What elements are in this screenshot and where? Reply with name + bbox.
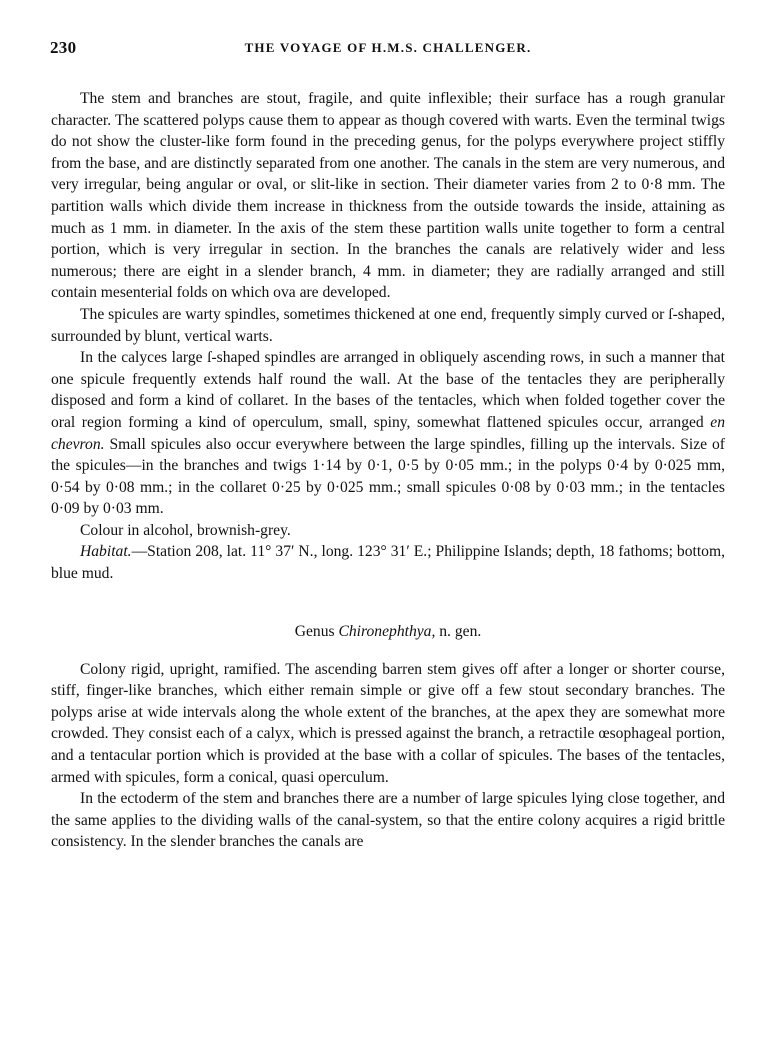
calyces-text-before: In the calyces large ſ-shaped spindles are arranged in obliquely ascending rows, in such a manner that one spicule frequently extends half round the wall. At the base of the tentacles they are peripherally disposed and form a kind of collaret. In the bases of the tentacles, which when folded together cover the oral region forming a kind of operculum, small, spiny, somewhat flattened spicules occur, arranged [51, 349, 725, 431]
genus-heading-prefix: Genus [294, 622, 339, 640]
paragraph-colony-description: Colony rigid, upright, ramified. The ascending barren stem gives off after a longer or shorter course, stiff, finger-like branches, which either remain simple or give off a few stout secondary branches. The polyps arise at wide intervals along the whole extent of the branches, at the apex they are somewhat more crowded. They consist each of a calyx, which is pressed against the branch, a retractile œsophageal portion, and a tentacular portion which is provided at the base with a collar of spicules. The bases of the tentacles, armed with spicules, form a conical, quasi operculum. [51, 660, 725, 786]
section-spacer [51, 585, 725, 613]
paragraph-colour: Colour in alcohol, brownish-grey. [80, 521, 291, 539]
habitat-label: Habitat. [80, 543, 132, 561]
paragraph-spicules: The spicules are warty spindles, sometimes thickened at one end, frequently simply curved or ſ-shaped, surrounded by blunt, vertical warts. [51, 305, 725, 345]
paragraph-habitat [51, 541, 725, 584]
page-number: 230 [50, 38, 77, 57]
genus-name: Chironephthya, [338, 622, 436, 640]
running-title: THE VOYAGE OF H.M.S. CHALLENGER. [244, 40, 532, 55]
calyces-italic-term: en chevron. [51, 413, 725, 453]
paragraph-calyces [51, 347, 725, 520]
paragraph-ectoderm: In the ectoderm of the stem and branches there are a number of large spicules lying close together, and the same applies to the dividing walls of the canal-system, so that the entire colony acquires a rigid brittle consistency. In the slender branches the canals are [51, 790, 725, 851]
calyces-text-after: Small spicules also occur everywhere between the large spindles, filling up the intervals. Size of the spicules—in the branches and twigs 1·14 by 0·1, 0·5 by 0·05 mm.; in the polyps 0·4 by 0·025 mm, 0·54 by 0·08 mm.; in the collaret 0·25 by 0·025 mm.; small spicules 0·08 by 0·03 mm.; in the tentacles 0·09 by 0·03 mm. [51, 435, 725, 518]
paragraph-stem-description: The stem and branches are stout, fragile, and quite inflexible; their surface has a rough granular character. The scattered polyps cause them to appear as though covered with warts. Even the terminal twigs do not show the cluster-like form found in the preceding genus, for the polyps everywhere project stiffly from the base, and are distinctly separated from one another. The canals in the stem are very numerous, and very irregular, being angular or oval, or slit-like in section. Their diameter varies from 2 to 0·8 mm. The partition walls which divide them increase in thickness from the outside towards the inside, attaining as much as 1 mm. in diameter. In the axis of the stem these partition walls unite together to form a central portion, which is very irregular in section. In the branches the canals are relatively wider and less numerous; there are eight in a slender branch, 4 mm. in diameter; they are radially arranged and still contain mesenterial folds on which ova are developed. [51, 90, 725, 302]
body-text [51, 88, 725, 853]
genus-heading [51, 621, 725, 643]
genus-heading-suffix: n. gen. [435, 622, 482, 640]
habitat-text: —Station 208, lat. 11° 37′ N., long. 123° 31′ E.; Philippine Islands; depth, 18 fathoms; bottom, blue mud. [51, 543, 725, 583]
page-header [50, 38, 726, 66]
